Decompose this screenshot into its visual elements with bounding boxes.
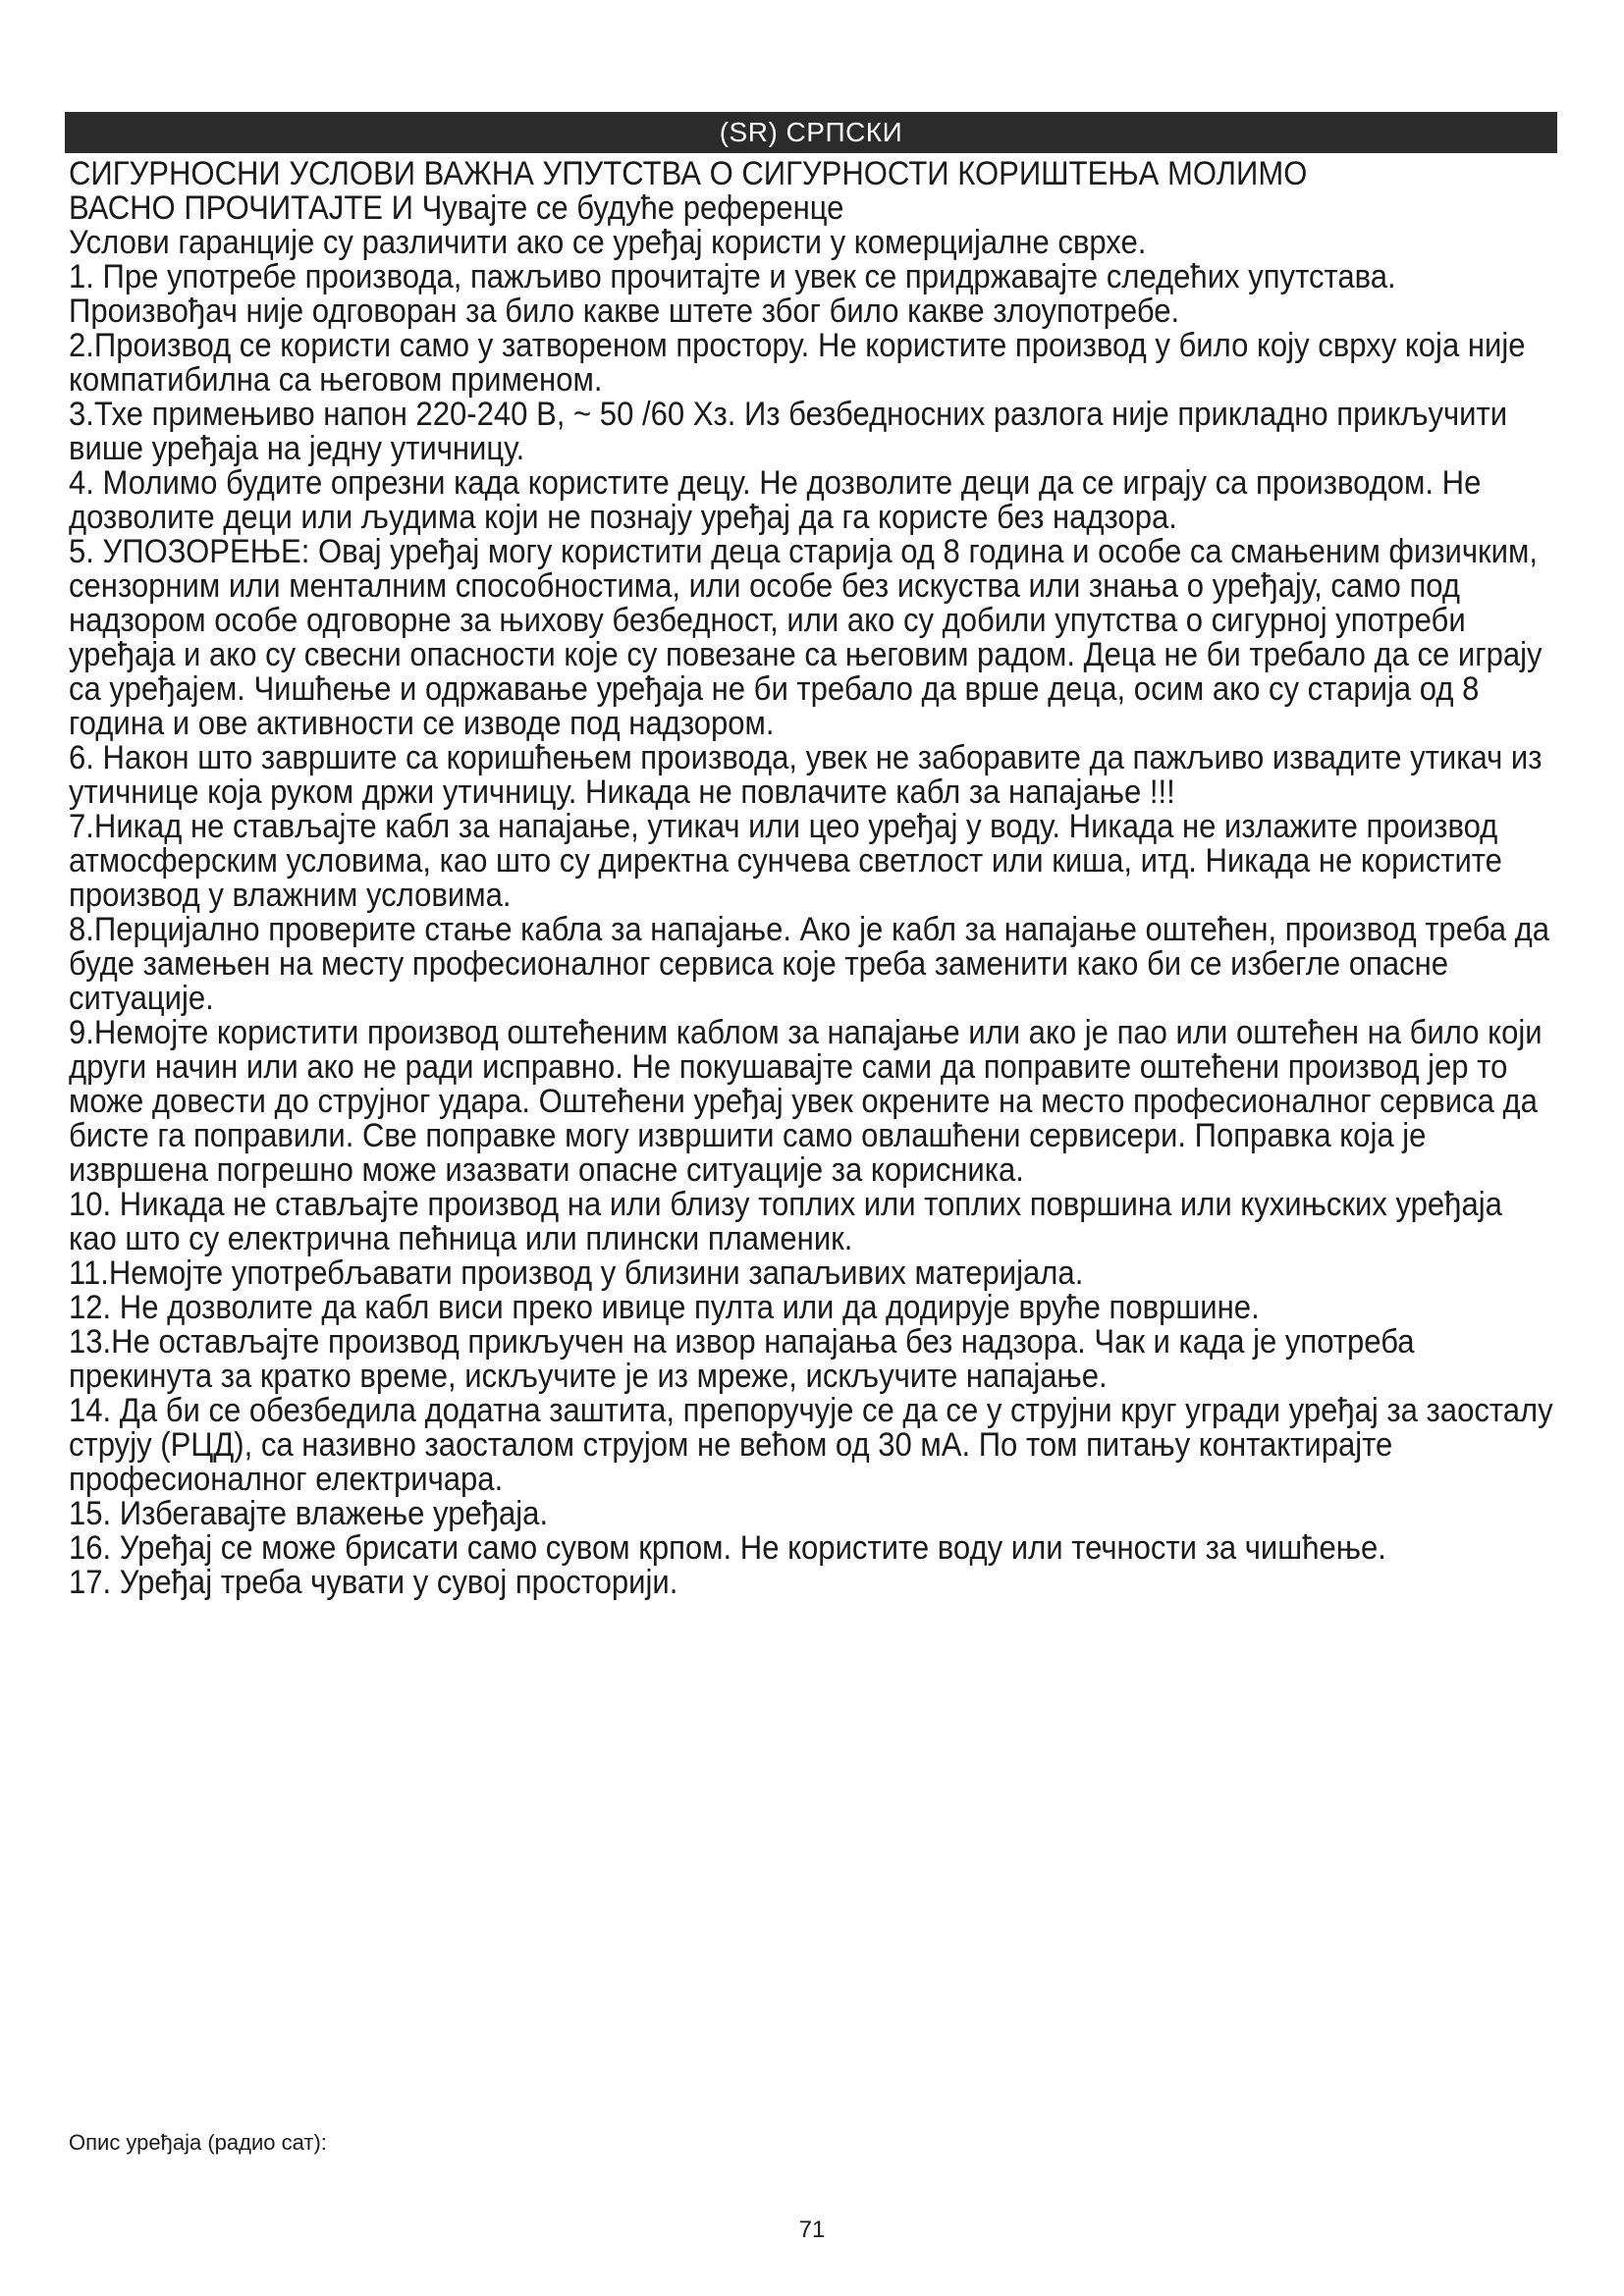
instruction-item: 9.Немојте користити производ оштећеним каблом за напајање или ако је пао или оштећен на било који други начин или ако не ради исправно. Не покушавајте сами да поправите оштећени производ јер то може довести до струјног удара. Оштећени уређај увек окрените на место професионалног сервиса да бисте га поправили. Све поправке могу извршити само овлашћени сервисери. Поправка која је извршена погрешно може изазвати опасне ситуације за корисника. <box>69 1014 1543 1189</box>
instruction-item: 8.Перцијално проверите стање кабла за напајање. Ако је кабл за напајање оштећен, производ треба да буде замењен на месту професионалног сервиса које треба заменити како би се избегле опасне ситуације. <box>69 911 1549 1017</box>
instruction-item: 5. УПОЗОРЕЊЕ: Овај уређај могу користити деца старија од 8 година и особе са смањеним физичким, сензорним или менталним способностима, или особе без искуства или знања о уређају, само под надзором особе одговорне за њихову безбедност, или ако су добили упутства о сигурној употреби уређаја и ако су свесни опасности које су повезане са његовим радом. Деца не би требало да се играју са уређајем. Чишћење и одржавање уређаја не би требало да врше деца, осим ако су старија од 8 година и ове активности се изводе под надзором. <box>69 533 1543 742</box>
instruction-item: 15. Избегавајте влажење уређаја. <box>69 1495 549 1532</box>
device-description-caption: Опис уређаја (радио сат): <box>69 2130 327 2155</box>
language-banner: (SR) СРПСКИ <box>65 112 1557 153</box>
instruction-item: 10. Никада не стављајте производ на или близу топлих или топлих површина или кухињских уређаја као што су електрична пећница или плински пламеник. <box>69 1186 1502 1257</box>
instruction-item: 16. Уређај се може брисати само сувом крпом. Не користите воду или течности за чишћење. <box>69 1529 1386 1567</box>
instruction-item: 12. Не дозволите да кабл виси преко ивице пулта или да додирује вруће површине. <box>69 1289 1260 1326</box>
safety-instructions <box>69 155 1553 1601</box>
section-title-line-2: ВАСНО ПРОЧИТАЈТЕ И Чувајте се будуће референце <box>69 189 844 227</box>
instruction-item: 11.Немојте употребљавати производ у близини запаљивих материјала. <box>69 1255 1084 1292</box>
page-number: 71 <box>798 2216 826 2243</box>
instruction-item: 3.Тхе примењиво напон 220-240 В, ~ 50 /60 Хз. Из безбедносних разлога није прикладно прикључити више уређаја на једну утичницу. <box>69 396 1508 467</box>
instruction-item: 14. Да би се обезбедила додатна заштита, препоручује се да се у струјни круг угради уређај за заосталу струју (РЦД), са називно заосталом струјом не већом од 30 мА. По том питању контактирајте професионалног електричара. <box>69 1392 1553 1498</box>
instruction-item: 1. Пре употребе производа, пажљиво прочитајте и увек се придржавајте следећих упутстава. Произвођач није одговоран за било какве штете због било какве злоупотребе. <box>69 258 1396 330</box>
warranty-note: Услови гаранције су различити ако се уређај користи у комерцијалне сврхе. <box>69 224 1147 261</box>
instruction-item: 2.Производ се користи само у затвореном простору. Не користите производ у било коју сврху која није компатибилна са његовом применом. <box>69 327 1526 399</box>
instruction-item: 7.Никад не стављајте кабл за напајање, утикач или цео уређај у воду. Никада не излажите производ атмосферским условима, као што су директна сунчева светлост или киша, итд. Никада не користите производ у влажним условима. <box>69 808 1502 914</box>
instruction-item: 13.Не остављајте производ прикључен на извор напајања без надзора. Чак и када је употреба прекинута за кратко време, искључите је из мреже, искључите напајање. <box>69 1323 1415 1395</box>
instruction-item: 4. Молимо будите опрезни када користите децу. Не дозволите деци да се играју са производом. Не дозволите деци или људима који не познају уређај да га користе без надзора. <box>69 464 1482 536</box>
instruction-item: 6. Након што завршите са коришћењем производа, увек не заборавите да пажљиво извадите утикач из утичнице која руком држи утичницу. Никада не повлачите кабл за напајање !!! <box>69 739 1543 811</box>
section-title-line-1: СИГУРНОСНИ УСЛОВИ ВАЖНА УПУТСТВА О СИГУРНОСТИ КОРИШТЕЊА МОЛИМО <box>69 155 1308 192</box>
instruction-item: 17. Уређај треба чувати у сувој просторији. <box>69 1564 678 1601</box>
